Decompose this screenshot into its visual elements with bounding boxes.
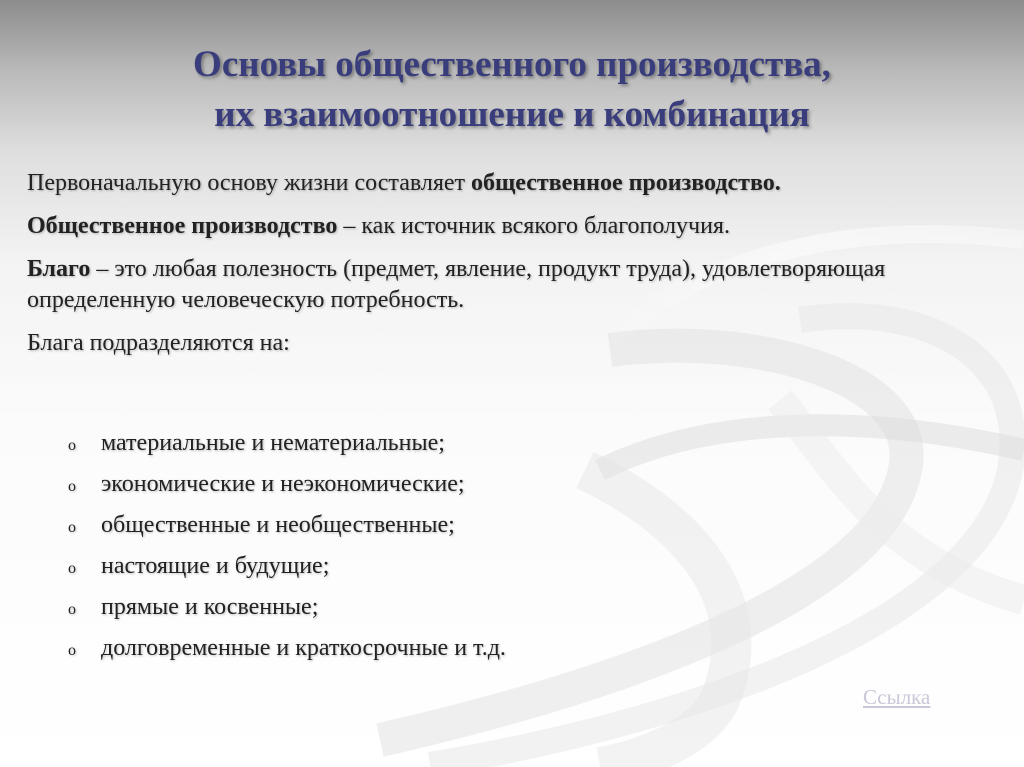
slide-title xyxy=(40,40,984,140)
paragraph-good-term: Благо xyxy=(27,256,91,282)
list-item xyxy=(68,546,506,587)
paragraph-foundation-text: Первоначальную основу жизни составляет xyxy=(27,170,472,196)
paragraph-goods-divided: Блага подразделяются на: xyxy=(27,330,290,356)
list-item-text: материальные и нематериальные; xyxy=(101,430,445,456)
title-line-1: Основы общественного производства, xyxy=(193,44,831,85)
paragraph-good-text: – это любая полезность (предмет, явление, продукт труда), удовлетворяющая определенную человеческую потребность. xyxy=(27,256,886,313)
bullet-circle-icon: o xyxy=(68,560,76,577)
paragraph-production-text: – как источник всякого благополучия. xyxy=(337,213,730,239)
list-item-text: долговременные и краткосрочные и т.д. xyxy=(101,635,506,661)
paragraph-production xyxy=(27,211,957,242)
content-block xyxy=(27,168,957,371)
title-line-2: их взаимоотношение и комбинация xyxy=(214,94,810,135)
list-item xyxy=(68,587,506,628)
bullet-circle-icon: o xyxy=(68,519,76,536)
list-item xyxy=(68,628,506,669)
list-item xyxy=(68,464,506,505)
list-item-text: настоящие и будущие; xyxy=(101,553,330,579)
list-item xyxy=(68,505,506,546)
source-link[interactable]: Ссылка xyxy=(863,685,931,709)
goods-types-list xyxy=(68,423,506,669)
paragraph-foundation xyxy=(27,168,957,199)
bullet-circle-icon: o xyxy=(68,601,76,618)
list-item-text: экономические и неэкономические; xyxy=(101,471,465,497)
paragraph-production-bold: Общественное производство xyxy=(27,213,338,239)
paragraph-good-definition xyxy=(27,254,957,316)
list-item xyxy=(68,423,506,464)
bullet-circle-icon: o xyxy=(68,642,76,659)
bullet-circle-icon: o xyxy=(68,437,76,454)
paragraph-foundation-bold: общественное производство. xyxy=(471,170,781,196)
list-item-text: общественные и необщественные; xyxy=(101,512,455,538)
list-item-text: прямые и косвенные; xyxy=(101,594,319,620)
bullet-circle-icon: o xyxy=(68,478,76,495)
